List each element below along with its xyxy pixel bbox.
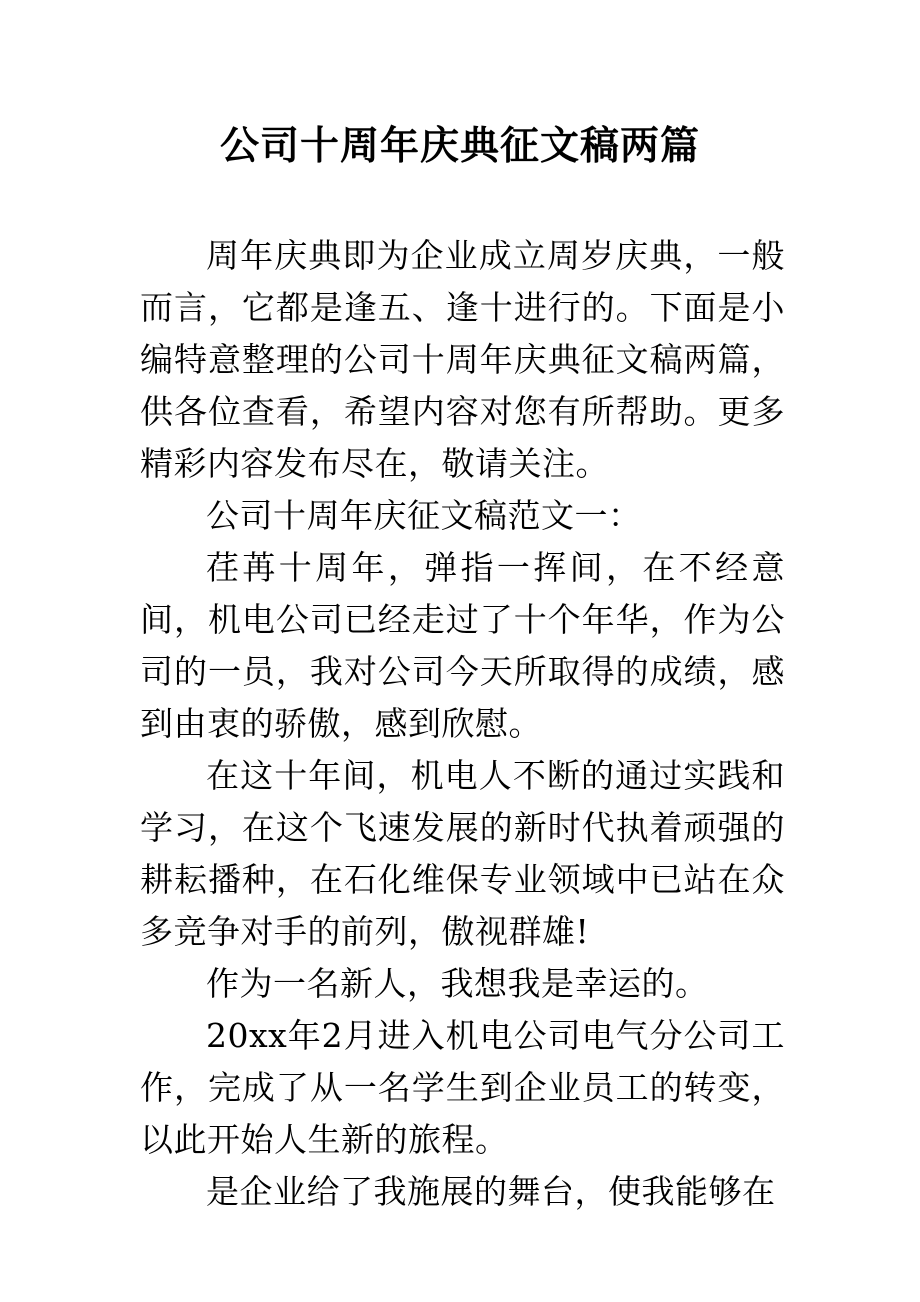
document-body bbox=[140, 230, 785, 1218]
document-title: 公司十周年庆典征文稿两篇 bbox=[219, 124, 700, 169]
paragraph: 荏苒十周年，弹指一挥间，在不经意间，机电公司已经走过了十个年华，作为公司的一员，我对公司今天所取得的成绩，感到由衷的骄傲，感到欣慰。 bbox=[140, 548, 785, 743]
paragraph: 在这十年间，机电人不断的通过实践和学习，在这个飞速发展的新时代执着顽强的耕耘播种，在石化维保专业领域中已站在众多竞争对手的前列，傲视群雄! bbox=[140, 756, 785, 951]
paragraph: 作为一名新人，我想我是幸运的。 bbox=[206, 964, 709, 1003]
paragraph: 是企业给了我施展的舞台，使我能够在 bbox=[206, 1172, 776, 1211]
paragraph-intro: 周年庆典即为企业成立周岁庆典，一般而言，它都是逢五、逢十进行的。下面是小编特意整理的公司十周年庆典征文稿两篇，供各位查看，希望内容对您有所帮助。更多精彩内容发布尽在，敬请关注。 bbox=[140, 236, 785, 483]
paragraph: 20xx年2月进入机电公司电气分公司工作，完成了从一名学生到企业员工的转变，以此开始人生新的旅程。 bbox=[140, 1016, 785, 1159]
paragraph-sample-heading: 公司十周年庆征文稿范文一： bbox=[206, 496, 642, 535]
